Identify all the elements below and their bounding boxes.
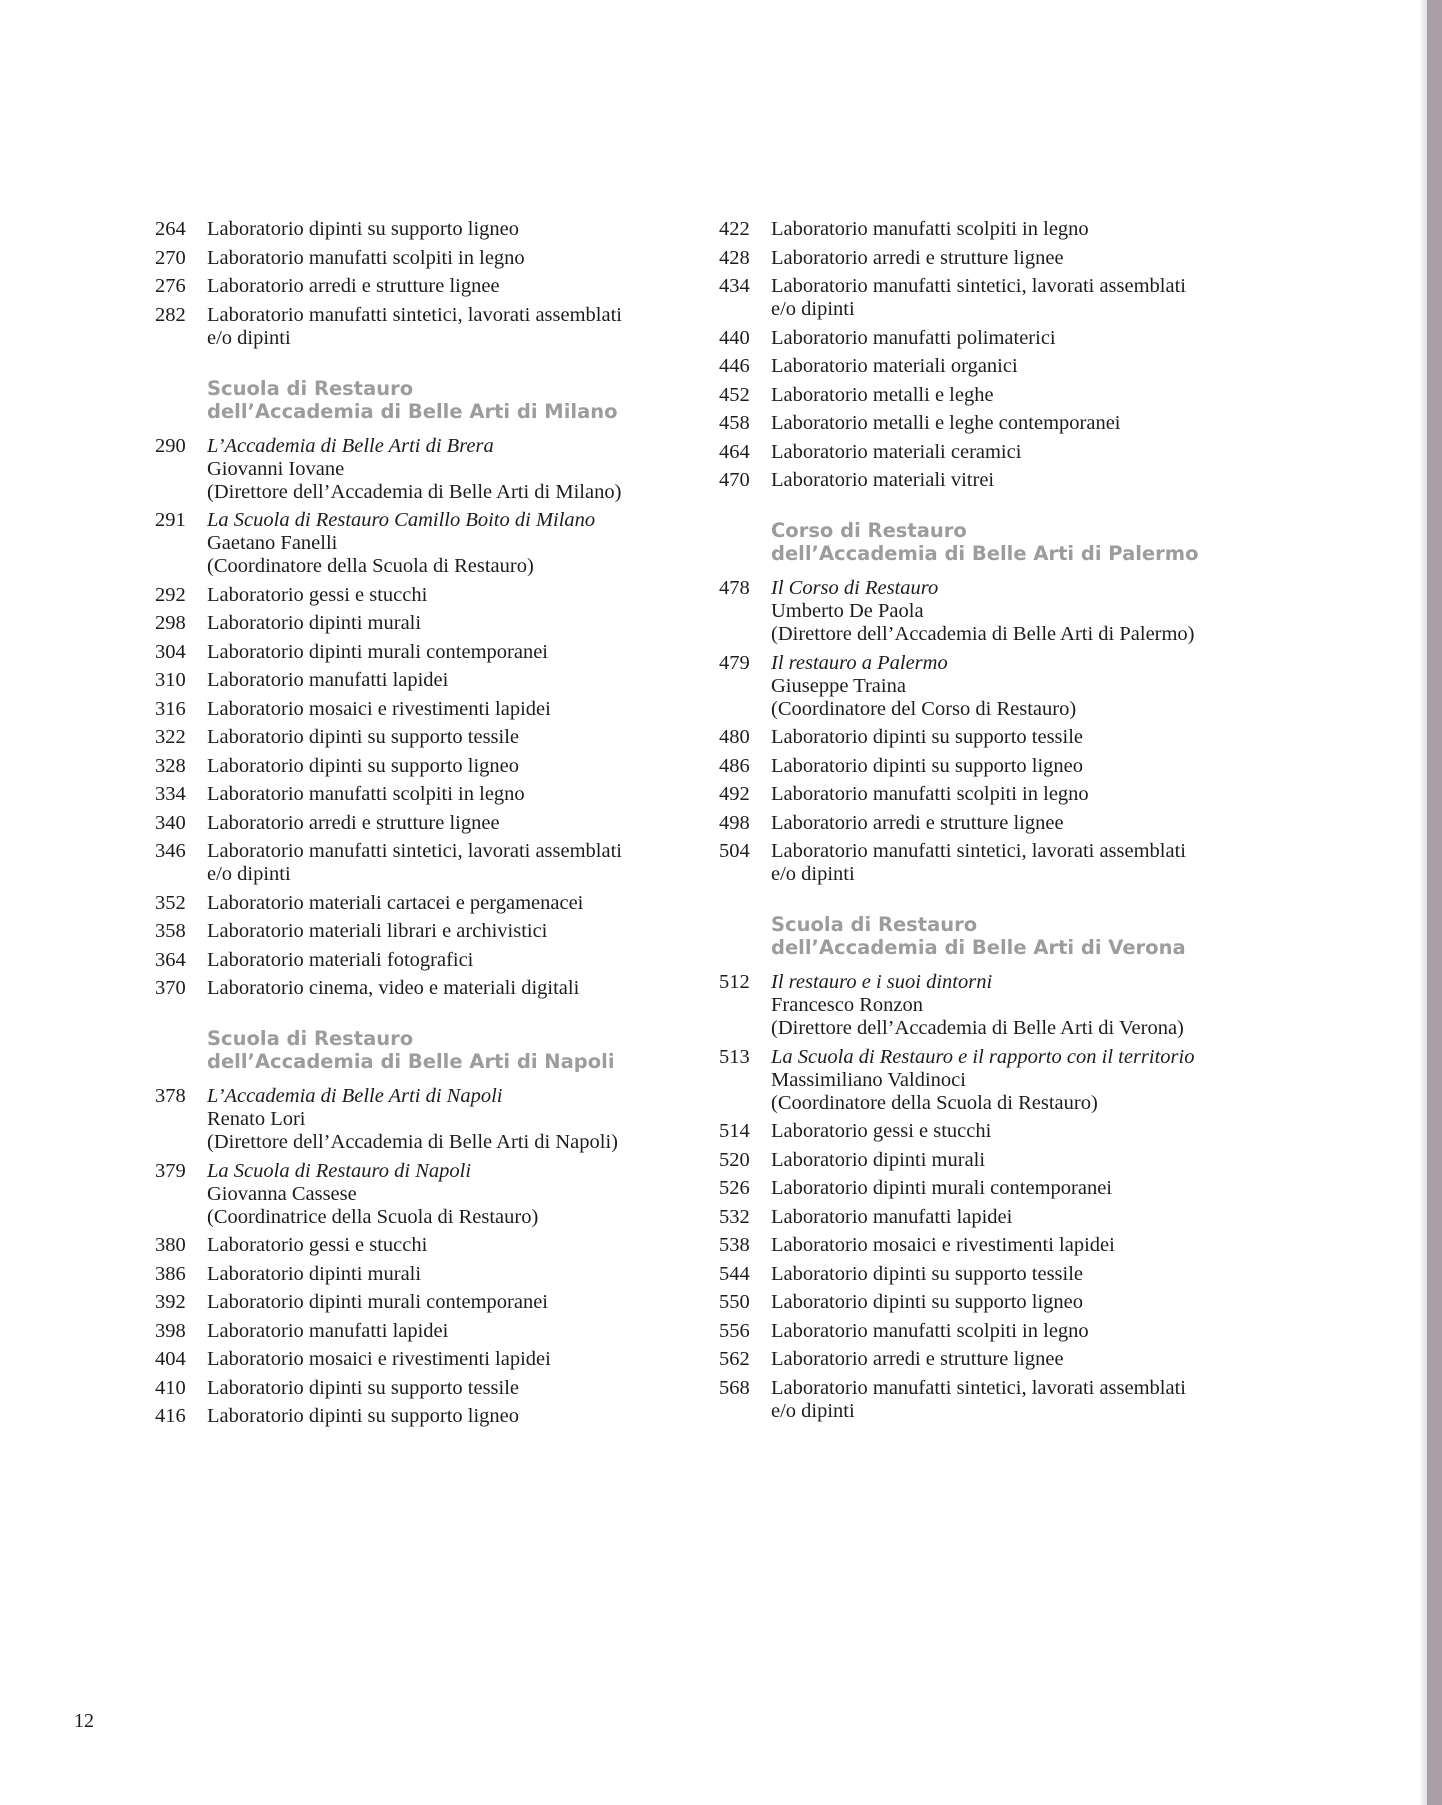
- toc-page-number: 340: [155, 811, 186, 834]
- toc-entry: [719, 755, 1279, 778]
- toc-entry-line: Laboratorio manufatti scolpiti in legno: [771, 783, 1089, 805]
- toc-entry-text: [207, 949, 473, 972]
- toc-page-number: 358: [155, 920, 186, 942]
- toc-entry-text: [207, 840, 622, 886]
- section-heading: [207, 1027, 715, 1073]
- toc-entry-text: [207, 1348, 551, 1371]
- toc-page-number: 334: [155, 783, 186, 805]
- toc-entry-text: [771, 1149, 985, 1172]
- toc-entry-line: Laboratorio dipinti su supporto tessile: [207, 726, 520, 748]
- toc-entry: [155, 1263, 715, 1286]
- toc-entry: [155, 1320, 715, 1343]
- toc-entry: [719, 384, 1279, 407]
- toc-page-number: 379: [155, 1159, 186, 1182]
- toc-entry-text: [771, 577, 1195, 646]
- toc-page-number: 470: [719, 469, 750, 491]
- toc-entry: [719, 1377, 1279, 1423]
- toc-entry-text: [207, 247, 525, 270]
- toc-entry-line: Laboratorio mosaici e rivestimenti lapidei: [207, 697, 551, 720]
- toc-entry: [155, 755, 715, 778]
- section-heading-line: dell’Accademia di Belle Arti di Verona: [771, 936, 1186, 959]
- toc-entry: [719, 412, 1279, 435]
- toc-entry: [719, 783, 1279, 806]
- toc-entry-line: Laboratorio arredi e strutture lignee: [771, 246, 1064, 269]
- toc-entry-text: [207, 275, 500, 298]
- toc-page-number: 492: [719, 783, 750, 805]
- toc-entry-line: Laboratorio dipinti murali: [207, 612, 422, 634]
- toc-entry-line: Laboratorio materiali cartacei e pergamenacei: [207, 891, 584, 914]
- toc-entry-line: Umberto De Paola: [771, 600, 924, 622]
- toc-entry: [155, 726, 715, 749]
- toc-entry: [155, 812, 715, 835]
- toc-entry-line: Laboratorio arredi e strutture lignee: [207, 811, 500, 834]
- toc-entry: [719, 971, 1279, 1040]
- toc-column-left: [155, 218, 715, 1434]
- toc-page-number: 298: [155, 612, 186, 634]
- toc-entry-text: [207, 641, 548, 664]
- toc-page-number: 514: [719, 1120, 750, 1142]
- toc-entry: [719, 1320, 1279, 1343]
- toc-entry-text: [207, 1085, 618, 1154]
- toc-entry: [719, 327, 1279, 350]
- toc-entry-text: [771, 355, 1018, 378]
- toc-entry: [155, 435, 715, 504]
- toc-entry-line: Laboratorio manufatti polimaterici: [771, 326, 1056, 349]
- toc-page-number: 410: [155, 1376, 186, 1399]
- toc-entry: [719, 1120, 1279, 1143]
- section-heading-line: Scuola di Restauro: [207, 376, 414, 400]
- toc-entry-line: Laboratorio dipinti murali contemporanei: [771, 1177, 1112, 1199]
- toc-entry: [719, 469, 1279, 492]
- toc-entry-line: Laboratorio metalli e leghe: [771, 383, 994, 406]
- toc-page-number: 520: [719, 1148, 750, 1171]
- toc-page-number: 434: [719, 275, 750, 297]
- toc-entry-text: [207, 1405, 519, 1428]
- toc-entry-text: [207, 1377, 519, 1400]
- toc-entry-line: Laboratorio gessi e stucchi: [771, 1120, 992, 1142]
- section-heading: [771, 519, 1279, 565]
- toc-page-number: 480: [719, 726, 750, 748]
- toc-entry-line: Laboratorio dipinti su supporto tessile: [771, 726, 1084, 748]
- toc-entry-line: (Coordinatrice della Scuola di Restauro): [207, 1205, 539, 1228]
- toc-entry: [719, 577, 1279, 646]
- toc-entry-text: [771, 247, 1064, 270]
- toc-page-number: 550: [719, 1291, 750, 1313]
- toc-entry-text: [771, 1046, 1194, 1115]
- toc-page-number: 478: [719, 577, 750, 599]
- toc-entry-text: [207, 1160, 538, 1229]
- toc-entry-line: e/o dipinti: [771, 863, 855, 885]
- toc-entry: [155, 1160, 715, 1229]
- toc-entry-text: [207, 584, 427, 607]
- toc-page-number: 291: [155, 509, 186, 531]
- toc-column-right: [719, 218, 1279, 1428]
- toc-page-number: 352: [155, 891, 186, 914]
- toc-entry-line: Laboratorio materiali fotografici: [207, 948, 474, 971]
- toc-entry-text: [771, 783, 1089, 806]
- toc-entry: [719, 275, 1279, 321]
- toc-entry-text: [207, 509, 595, 578]
- toc-page-number: 416: [155, 1405, 186, 1427]
- toc-entry-text: [771, 1377, 1186, 1423]
- toc-entry-line: (Direttore dell’Accademia di Belle Arti di Milano): [207, 480, 622, 503]
- toc-entry: [719, 840, 1279, 886]
- toc-entry-title: L’Accademia di Belle Arti di Brera: [207, 434, 494, 457]
- toc-page-number: 458: [719, 412, 750, 434]
- toc-entry-text: [771, 1348, 1064, 1371]
- toc-entry-line: Francesco Ronzon: [771, 994, 923, 1016]
- toc-page-number: 322: [155, 726, 186, 748]
- toc-page-number: 532: [719, 1205, 750, 1228]
- toc-entry-line: Laboratorio manufatti sintetici, lavorati assemblati: [771, 840, 1186, 862]
- toc-entry: [719, 1291, 1279, 1314]
- toc-entry-text: [207, 1320, 448, 1343]
- toc-page-number: 304: [155, 640, 186, 663]
- toc-entry-line: Laboratorio materiali librari e archivistici: [207, 920, 548, 942]
- toc-page-number: 544: [719, 1262, 750, 1285]
- toc-entry: [155, 1348, 715, 1371]
- toc-entry-text: [771, 218, 1089, 241]
- toc-page-number: 346: [155, 840, 186, 862]
- section-heading: [207, 377, 715, 423]
- page-edge-strip: [1427, 0, 1442, 1805]
- toc-entry: [155, 892, 715, 915]
- toc-entry: [155, 247, 715, 270]
- toc-entry-line: Laboratorio dipinti su supporto tessile: [207, 1376, 520, 1399]
- toc-entry-line: Laboratorio metalli e leghe contemporanei: [771, 412, 1121, 434]
- toc-entry: [155, 1291, 715, 1314]
- toc-entry-line: Laboratorio gessi e stucchi: [207, 1234, 428, 1256]
- toc-entry-line: Laboratorio dipinti murali contemporanei: [207, 1291, 548, 1313]
- section-heading-line: Corso di Restauro: [771, 519, 967, 542]
- toc-entry-line: Laboratorio manufatti scolpiti in legno: [771, 1319, 1089, 1342]
- toc-entry: [155, 1405, 715, 1428]
- toc-entry-text: [771, 1177, 1112, 1200]
- toc-entry-line: Laboratorio dipinti su supporto ligneo: [207, 1405, 520, 1427]
- toc-entry-line: Laboratorio dipinti murali contemporanei: [207, 640, 548, 663]
- toc-entry-line: Renato Lori: [207, 1108, 306, 1130]
- toc-entry: [719, 1149, 1279, 1172]
- toc-entry-text: [207, 812, 500, 835]
- toc-page-number: 538: [719, 1234, 750, 1256]
- toc-page-number: 404: [155, 1348, 186, 1370]
- toc-entry-line: Laboratorio arredi e strutture lignee: [207, 275, 500, 297]
- toc-entry: [719, 812, 1279, 835]
- toc-entry: [155, 509, 715, 578]
- toc-page-number: 392: [155, 1291, 186, 1313]
- toc-entry-text: [771, 384, 994, 407]
- toc-entry-line: e/o dipinti: [207, 326, 291, 349]
- toc-entry: [155, 275, 715, 298]
- section-heading-line: Scuola di Restauro: [771, 913, 978, 936]
- toc-entry-line: Laboratorio mosaici e rivestimenti lapidei: [207, 1348, 551, 1370]
- toc-entry-title: Il Corso di Restauro: [771, 577, 939, 599]
- toc-entry-text: [207, 783, 525, 806]
- toc-page-number: 428: [719, 246, 750, 269]
- toc-entry-text: [207, 726, 519, 749]
- toc-entry: [155, 698, 715, 721]
- toc-entry-line: (Coordinatore della Scuola di Restauro): [771, 1091, 1098, 1114]
- toc-page-number: 452: [719, 383, 750, 406]
- toc-entry: [719, 1348, 1279, 1371]
- toc-entry-line: Laboratorio manufatti lapidei: [207, 1319, 449, 1342]
- toc-entry-line: Giovanni Iovane: [207, 457, 345, 480]
- toc-page-number: 270: [155, 246, 186, 269]
- toc-entry: [155, 584, 715, 607]
- toc-entry-line: (Coordinatore della Scuola di Restauro): [207, 555, 534, 577]
- toc-entry-text: [771, 441, 1021, 464]
- toc-entry: [719, 355, 1279, 378]
- toc-entry-line: Giuseppe Traina: [771, 674, 906, 697]
- toc-entry: [155, 218, 715, 241]
- toc-entry-title: La Scuola di Restauro di Napoli: [207, 1159, 472, 1182]
- toc-entry-line: Laboratorio dipinti murali: [207, 1262, 422, 1285]
- toc-page-number: 378: [155, 1085, 186, 1107]
- page-number: 12: [74, 1710, 94, 1732]
- toc-entry-text: [771, 1263, 1083, 1286]
- toc-entry-line: Laboratorio manufatti lapidei: [207, 669, 449, 691]
- toc-entry: [719, 726, 1279, 749]
- toc-entry: [155, 1234, 715, 1257]
- toc-entry-text: [207, 755, 519, 778]
- toc-entry: [155, 840, 715, 886]
- toc-entry-line: Laboratorio dipinti su supporto ligneo: [771, 1291, 1084, 1313]
- toc-entry-line: Laboratorio manufatti sintetici, lavorati assemblati: [207, 303, 622, 326]
- toc-page-number: 568: [719, 1376, 750, 1399]
- toc-entry-line: Laboratorio manufatti sintetici, lavorati assemblati: [207, 840, 622, 862]
- toc-entry-text: [771, 275, 1186, 321]
- toc-page-number: 446: [719, 355, 750, 377]
- toc-page-number: 479: [719, 651, 750, 674]
- toc-entry-line: e/o dipinti: [771, 1399, 855, 1422]
- toc-entry-line: (Coordinatore del Corso di Restauro): [771, 697, 1077, 720]
- toc-entry: [155, 977, 715, 1000]
- toc-entry-line: Laboratorio dipinti su supporto ligneo: [207, 218, 520, 240]
- toc-entry-text: [207, 698, 551, 721]
- toc-entry-title: Il restauro e i suoi dintorni: [771, 971, 993, 993]
- toc-entry: [719, 247, 1279, 270]
- toc-page-number: 498: [719, 811, 750, 834]
- toc-entry-line: e/o dipinti: [771, 298, 855, 320]
- toc-entry: [719, 1046, 1279, 1115]
- toc-page-number: 380: [155, 1234, 186, 1256]
- toc-page-number: 282: [155, 303, 186, 326]
- toc-entry-line: Laboratorio mosaici e rivestimenti lapidei: [771, 1234, 1115, 1256]
- toc-page-number: 504: [719, 840, 750, 862]
- toc-entry-text: [771, 812, 1064, 835]
- toc-entry-line: Laboratorio manufatti scolpiti in legno: [207, 783, 525, 805]
- toc-entry-line: Gaetano Fanelli: [207, 532, 338, 554]
- toc-entry-line: Laboratorio dipinti su supporto tessile: [771, 1262, 1084, 1285]
- toc-page-number: 292: [155, 583, 186, 606]
- toc-entry-line: Laboratorio materiali organici: [771, 355, 1018, 377]
- toc-page-number: 370: [155, 977, 186, 999]
- toc-entry-line: Laboratorio dipinti murali: [771, 1148, 986, 1171]
- toc-page-number: 398: [155, 1319, 186, 1342]
- toc-entry: [719, 652, 1279, 721]
- toc-entry-text: [207, 892, 583, 915]
- toc-entry: [155, 920, 715, 943]
- toc-entry-line: Laboratorio arredi e strutture lignee: [771, 1348, 1064, 1370]
- toc-entry: [719, 1177, 1279, 1200]
- section-heading-line: Scuola di Restauro: [207, 1027, 414, 1050]
- toc-entry-title: La Scuola di Restauro e il rapporto con il territorio: [771, 1045, 1195, 1068]
- toc-entry-text: [771, 1234, 1115, 1257]
- toc-entry-line: (Direttore dell’Accademia di Belle Arti di Verona): [771, 1017, 1184, 1039]
- toc-entry-line: Laboratorio cinema, video e materiali digitali: [207, 977, 580, 999]
- toc-entry-text: [771, 327, 1056, 350]
- toc-entry: [155, 783, 715, 806]
- toc-entry-text: [771, 1206, 1012, 1229]
- toc-page-number: 526: [719, 1177, 750, 1199]
- section-heading-line: dell’Accademia di Belle Arti di Milano: [207, 399, 618, 423]
- toc-entry-text: [207, 669, 448, 692]
- toc-page-number: 328: [155, 754, 186, 777]
- toc-entry-line: e/o dipinti: [207, 863, 291, 885]
- toc-entry-text: [207, 977, 579, 1000]
- toc-entry: [155, 669, 715, 692]
- toc-entry: [719, 1206, 1279, 1229]
- toc-entry-line: Laboratorio manufatti scolpiti in legno: [207, 246, 525, 269]
- toc-entry-text: [771, 652, 1076, 721]
- toc-entry-line: Laboratorio materiali ceramici: [771, 440, 1022, 463]
- section-heading-line: dell’Accademia di Belle Arti di Napoli: [207, 1050, 615, 1073]
- toc-page-number: 440: [719, 326, 750, 349]
- toc-entry: [719, 218, 1279, 241]
- toc-entry-line: Laboratorio manufatti sintetici, lavorati assemblati: [771, 1376, 1186, 1399]
- toc-entry-text: [207, 1263, 421, 1286]
- toc-entry: [155, 304, 715, 350]
- toc-page-number: 386: [155, 1262, 186, 1285]
- toc-entry-line: Laboratorio manufatti sintetici, lavorati assemblati: [771, 275, 1186, 297]
- toc-page-number: 316: [155, 697, 186, 720]
- toc-entry-line: Laboratorio arredi e strutture lignee: [771, 811, 1064, 834]
- section-heading: [771, 913, 1279, 959]
- toc-entry-text: [207, 218, 519, 241]
- toc-entry-text: [207, 435, 621, 504]
- toc-page-number: 422: [719, 218, 750, 240]
- toc-page-number: 290: [155, 434, 186, 457]
- toc-entry-text: [771, 840, 1186, 886]
- toc-page-number: 464: [719, 440, 750, 463]
- toc-entry: [155, 641, 715, 664]
- toc-entry-title: Il restauro a Palermo: [771, 651, 948, 674]
- toc-entry: [155, 612, 715, 635]
- toc-entry: [155, 949, 715, 972]
- toc-entry-line: Laboratorio gessi e stucchi: [207, 583, 428, 606]
- toc-entry: [719, 1263, 1279, 1286]
- toc-entry-text: [771, 1291, 1083, 1314]
- toc-page-number: 556: [719, 1319, 750, 1342]
- toc-page-number: 264: [155, 218, 186, 240]
- toc-page-number: 562: [719, 1348, 750, 1370]
- toc-entry-line: (Direttore dell’Accademia di Belle Arti di Palermo): [771, 623, 1195, 645]
- toc-page-number: 364: [155, 948, 186, 971]
- toc-entry-text: [771, 726, 1083, 749]
- toc-entry-text: [771, 971, 1184, 1040]
- toc-page-number: 486: [719, 754, 750, 777]
- toc-entry-text: [771, 755, 1083, 778]
- toc-page-number: 310: [155, 669, 186, 691]
- page-edge-shadow: [1419, 0, 1427, 1805]
- toc-entry-line: Laboratorio dipinti su supporto ligneo: [207, 754, 520, 777]
- toc-entry-line: (Direttore dell’Accademia di Belle Arti di Napoli): [207, 1131, 618, 1153]
- toc-entry-line: Laboratorio materiali vitrei: [771, 469, 995, 491]
- toc-entry-text: [771, 1320, 1089, 1343]
- toc-entry-title: La Scuola di Restauro Camillo Boito di Milano: [207, 509, 596, 531]
- toc-entry-text: [771, 412, 1121, 435]
- toc-page-number: 276: [155, 275, 186, 297]
- toc-entry-text: [207, 612, 421, 635]
- toc-entry-text: [207, 920, 547, 943]
- toc-entry-text: [207, 1234, 427, 1257]
- toc-entry-title: L’Accademia di Belle Arti di Napoli: [207, 1085, 503, 1107]
- toc-entry-line: Laboratorio manufatti scolpiti in legno: [771, 218, 1089, 240]
- toc-page-number: 513: [719, 1045, 750, 1068]
- toc-entry-line: Laboratorio manufatti lapidei: [771, 1205, 1013, 1228]
- toc-entry: [155, 1377, 715, 1400]
- toc-page-number: 512: [719, 971, 750, 993]
- toc-entry: [719, 441, 1279, 464]
- toc-entry-text: [771, 469, 994, 492]
- toc-entry-line: Laboratorio dipinti su supporto ligneo: [771, 754, 1084, 777]
- toc-entry-line: Massimiliano Valdinoci: [771, 1068, 966, 1091]
- toc-entry-text: [207, 304, 622, 350]
- toc-entry-text: [207, 1291, 548, 1314]
- toc-entry-text: [771, 1120, 991, 1143]
- section-heading-line: dell’Accademia di Belle Arti di Palermo: [771, 542, 1199, 565]
- toc-entry: [155, 1085, 715, 1154]
- toc-entry-line: Giovanna Cassese: [207, 1182, 357, 1205]
- toc-entry: [719, 1234, 1279, 1257]
